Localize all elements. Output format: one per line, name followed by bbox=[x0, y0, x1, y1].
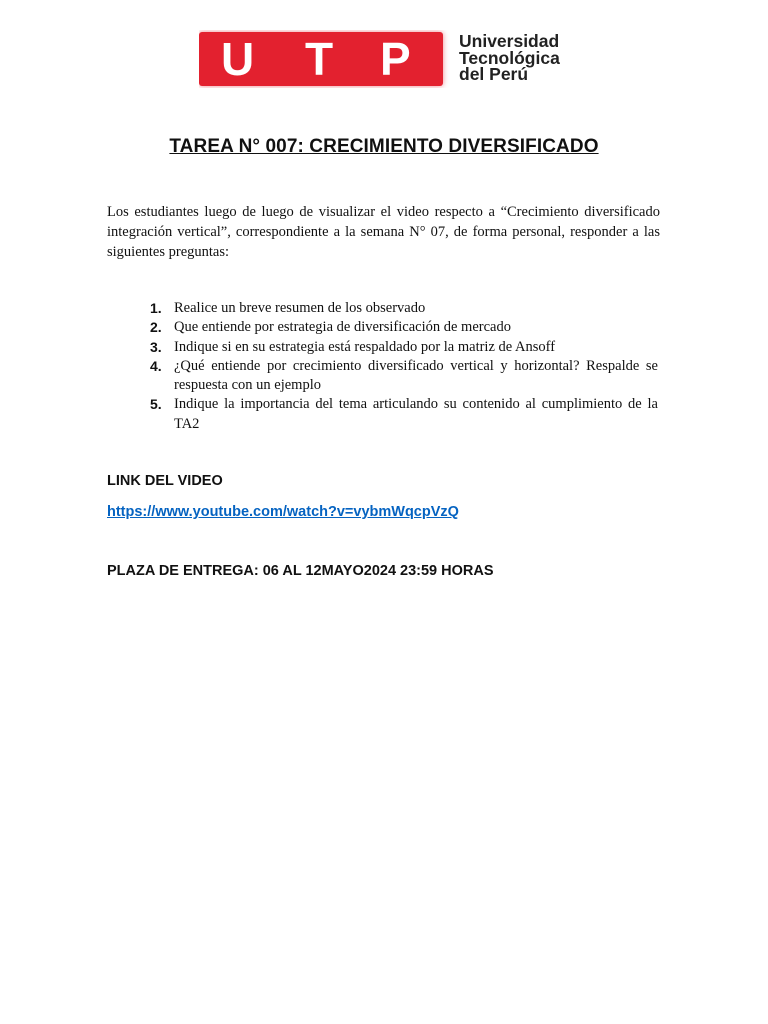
question-text: Realice un breve resumen de los observado bbox=[174, 300, 426, 316]
question-item-2 bbox=[150, 318, 658, 337]
question-item-1 bbox=[150, 299, 658, 318]
logo-line-universidad: Universidad bbox=[459, 31, 560, 51]
utp-logo-wordmark bbox=[459, 33, 560, 83]
logo-letter-p: P bbox=[380, 33, 411, 85]
logo-line-tecnologica: Tecnológica bbox=[459, 47, 560, 68]
question-number: 4. bbox=[150, 357, 162, 374]
question-list bbox=[150, 299, 658, 434]
document-title: TAREA N° 007: CRECIMIENTO DIVERSIFICADO bbox=[169, 136, 599, 157]
utp-logo bbox=[199, 30, 571, 88]
question-text: ¿Qué entiende por crecimiento diversificado vertical y horizontal? Respalde se respuesta con un ejemplo bbox=[174, 357, 658, 394]
question-item-3 bbox=[150, 338, 658, 357]
question-number: 3. bbox=[150, 338, 162, 355]
video-link[interactable]: https://www.youtube.com/watch?v=vybmWqcpVzQ bbox=[107, 504, 459, 520]
utp-logo-red-bar bbox=[199, 32, 443, 86]
video-link-heading: LINK DEL VIDEO bbox=[107, 473, 223, 489]
question-text: Que entiende por estrategia de diversificación de mercado bbox=[174, 319, 511, 336]
question-number: 1. bbox=[150, 300, 162, 316]
question-text: Indique si en su estrategia está respaldado por la matriz de Ansoff bbox=[174, 338, 556, 355]
logo-letter-t: T bbox=[305, 33, 334, 85]
question-text: Indique la importancia del tema articulando su contenido al cumplimiento de la TA2 bbox=[174, 396, 658, 432]
logo-line-del-peru: del Perú bbox=[459, 64, 529, 84]
question-item-4 bbox=[150, 357, 658, 396]
question-number: 2. bbox=[150, 319, 162, 336]
intro-paragraph: Los estudiantes luego de luego de visualizar el video respecto a “Crecimiento diversificado integración vertical”, correspondiente a la semana N° 07, de forma personal, responder a las siguientes preguntas: bbox=[107, 204, 660, 260]
question-number: 5. bbox=[150, 396, 162, 413]
question-item-5 bbox=[150, 395, 658, 434]
logo-letter-u: U bbox=[221, 33, 255, 85]
deadline-text: PLAZA DE ENTREGA: 06 AL 12MAYO2024 23:59 HORAS bbox=[107, 563, 494, 579]
